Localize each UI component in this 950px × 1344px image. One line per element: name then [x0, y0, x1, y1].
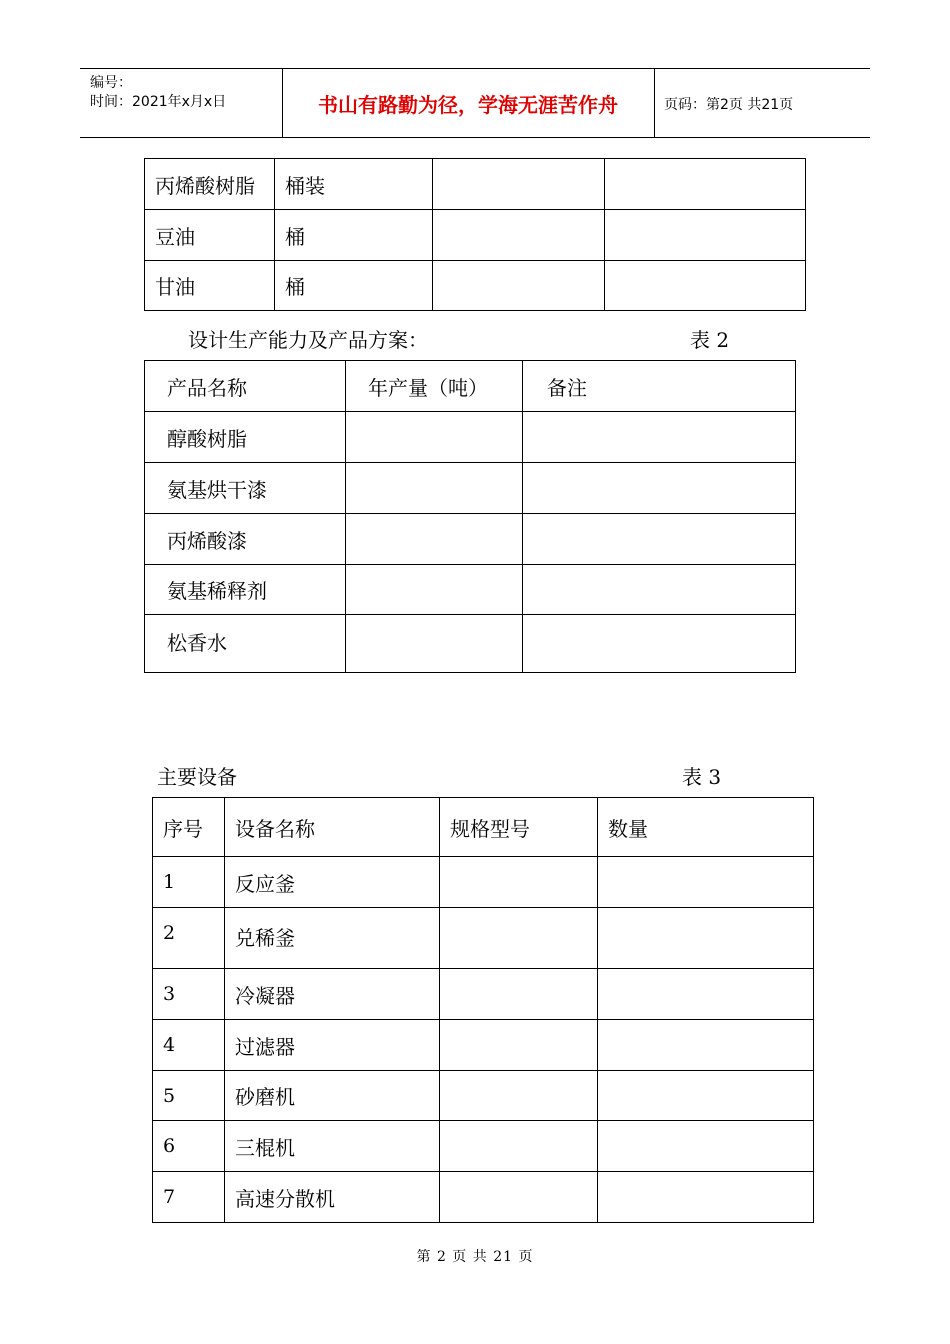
table-row	[145, 463, 796, 514]
table-cell: 豆油	[145, 210, 275, 261]
table-cell	[346, 565, 523, 615]
column-header: 年产量（吨）	[346, 361, 523, 412]
table-cell	[605, 261, 806, 311]
table-cell: 甘油	[145, 261, 275, 311]
table-cell	[440, 1172, 598, 1223]
header-meta	[90, 74, 226, 112]
table-cell: 氨基稀释剂	[145, 565, 346, 615]
table-cell	[523, 412, 796, 463]
table-cell	[598, 1121, 814, 1172]
header-page-info: 页码：第2页 共21页	[664, 97, 794, 113]
table-cell: 三棍机	[225, 1121, 440, 1172]
header-divider	[654, 69, 655, 137]
table-header-row	[145, 361, 796, 412]
table3-caption: 主要设备	[157, 765, 237, 789]
table-row	[153, 1020, 814, 1071]
table-row	[145, 514, 796, 565]
equipment-table	[152, 797, 814, 1223]
page-header	[80, 68, 870, 138]
table-cell	[598, 857, 814, 908]
table-cell: 醇酸树脂	[145, 412, 346, 463]
table-cell: 氨基烘干漆	[145, 463, 346, 514]
table-row	[145, 615, 796, 673]
column-header: 设备名称	[225, 798, 440, 857]
table-row	[145, 159, 806, 210]
table-cell: 1	[153, 857, 225, 908]
table-row	[153, 908, 814, 969]
table-cell: 砂磨机	[225, 1071, 440, 1121]
table-cell	[598, 1020, 814, 1071]
table-row	[153, 857, 814, 908]
column-header: 产品名称	[145, 361, 346, 412]
table-header-row	[153, 798, 814, 857]
table-cell	[523, 463, 796, 514]
table-cell	[440, 1121, 598, 1172]
table-cell	[598, 1071, 814, 1121]
table-cell	[346, 463, 523, 514]
table-cell	[346, 615, 523, 673]
column-header: 备注	[523, 361, 796, 412]
table-cell	[440, 1020, 598, 1071]
table-cell: 7	[153, 1172, 225, 1223]
table-cell	[523, 615, 796, 673]
table-cell: 松香水	[145, 615, 346, 673]
table-cell	[598, 969, 814, 1020]
table-cell: 兑稀釜	[225, 908, 440, 969]
table-cell	[523, 565, 796, 615]
table-cell: 4	[153, 1020, 225, 1071]
table-cell	[440, 908, 598, 969]
table-cell: 桶装	[275, 159, 433, 210]
document-time: 时间：2021年x月x日	[90, 94, 227, 110]
table-cell: 2	[153, 908, 225, 969]
table-cell: 冷凝器	[225, 969, 440, 1020]
table-cell	[346, 514, 523, 565]
table-cell: 桶	[275, 210, 433, 261]
table-cell	[605, 210, 806, 261]
table-cell: 高速分散机	[225, 1172, 440, 1223]
table-cell	[440, 1071, 598, 1121]
table-row	[145, 261, 806, 311]
table-cell: 丙烯酸漆	[145, 514, 346, 565]
table-cell: 桶	[275, 261, 433, 311]
header-motto: 书山有路勤为径，学海无涯苦作舟	[318, 92, 618, 117]
materials-table	[144, 158, 806, 311]
column-header: 数量	[598, 798, 814, 857]
table-cell	[598, 1172, 814, 1223]
table-cell	[523, 514, 796, 565]
table-cell: 丙烯酸树脂	[145, 159, 275, 210]
table-cell: 过滤器	[225, 1020, 440, 1071]
table-cell: 6	[153, 1121, 225, 1172]
table-row	[145, 412, 796, 463]
table-row	[153, 1172, 814, 1223]
table-row	[153, 969, 814, 1020]
table-cell: 反应釜	[225, 857, 440, 908]
column-header: 序号	[153, 798, 225, 857]
table-cell	[440, 969, 598, 1020]
table-cell: 5	[153, 1071, 225, 1121]
table-row	[153, 1121, 814, 1172]
table-cell	[346, 412, 523, 463]
table-cell	[433, 261, 605, 311]
table-cell	[605, 159, 806, 210]
table-cell	[433, 159, 605, 210]
table-row	[153, 1071, 814, 1121]
table-cell: 3	[153, 969, 225, 1020]
table2-label: 表 2	[690, 328, 730, 352]
table-row	[145, 210, 806, 261]
table2-caption: 设计生产能力及产品方案：	[188, 328, 428, 352]
product-plan-table	[144, 360, 796, 673]
table-cell	[440, 857, 598, 908]
table-row	[145, 565, 796, 615]
table3-label: 表 3	[682, 765, 722, 789]
table-cell	[598, 908, 814, 969]
document-number: 编号：	[90, 75, 132, 91]
page-footer: 第 2 页 共 21 页	[416, 1249, 534, 1265]
column-header: 规格型号	[440, 798, 598, 857]
table-cell	[433, 210, 605, 261]
